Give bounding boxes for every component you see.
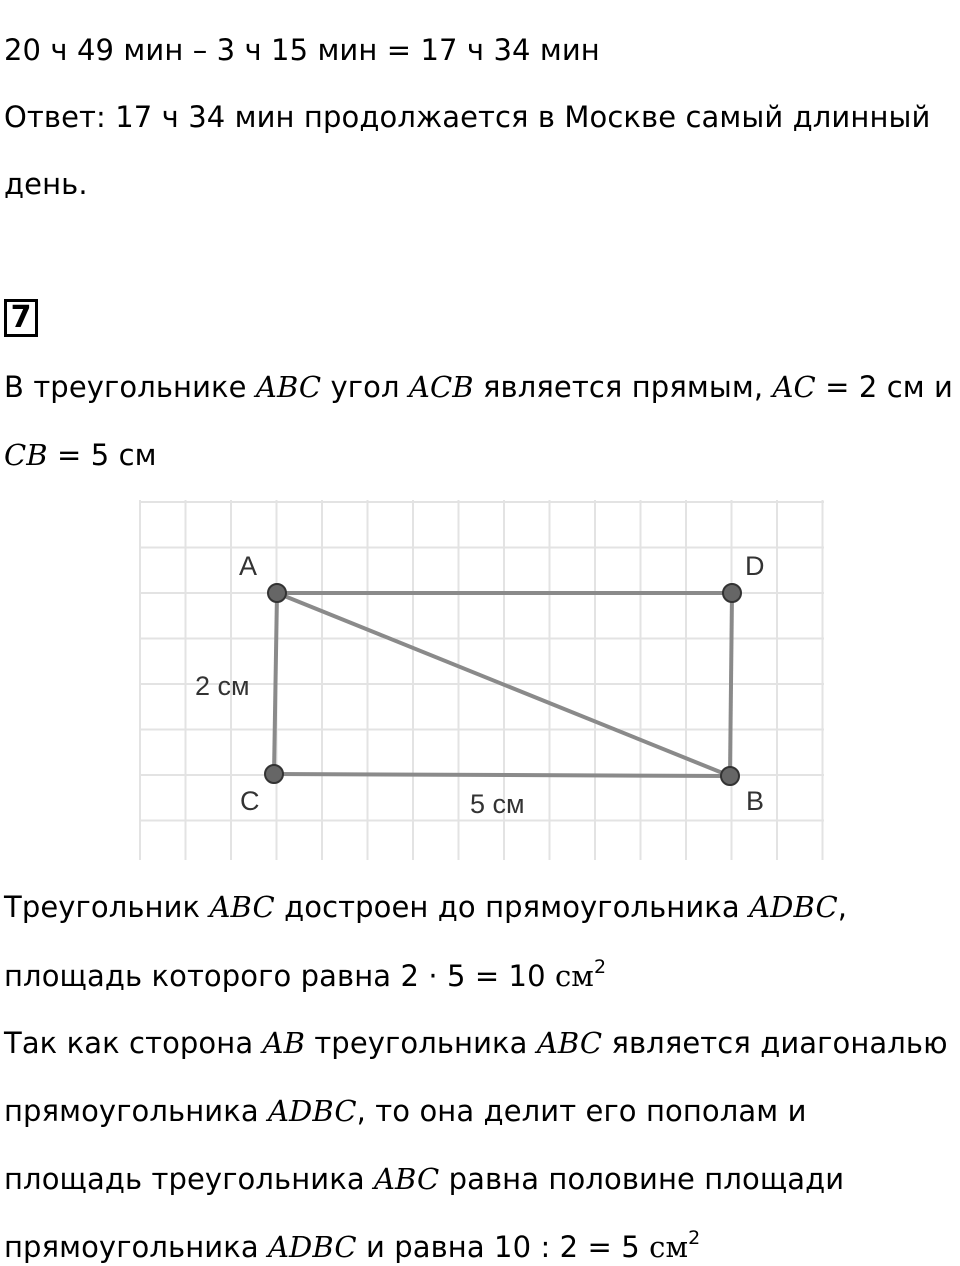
text: прямоугольника <box>4 1230 269 1264</box>
text: Так как сторона <box>4 1026 263 1060</box>
text: треугольника <box>305 1026 537 1060</box>
math-adbc: ADBC <box>268 1230 357 1264</box>
text: В треугольнике <box>4 370 256 404</box>
answer-line-2: день. <box>4 167 88 201</box>
text: достроен до прямоугольника <box>274 890 750 924</box>
task-number: 7 <box>4 299 38 337</box>
unit-cm: см <box>554 959 594 993</box>
vertex-d <box>723 584 741 602</box>
label-b: B <box>746 786 765 816</box>
text: площадь треугольника <box>4 1162 375 1196</box>
math-abc: ABC <box>374 1162 440 1196</box>
text: , <box>837 890 848 924</box>
solution-line-2 <box>4 958 606 994</box>
math-ac: AC <box>772 370 816 404</box>
text: является диагональю <box>602 1026 948 1060</box>
superscript: 2 <box>688 1227 701 1249</box>
vertex-b <box>721 767 739 785</box>
calculation-line: 20 ч 49 мин – 3 ч 15 мин = 17 ч 34 мин <box>4 33 600 67</box>
math-abc: ABC <box>255 370 322 404</box>
text: , то она делит его пополам и <box>356 1094 807 1128</box>
label-d: D <box>745 551 765 581</box>
text: равна половине площади <box>439 1162 845 1196</box>
label-a: A <box>239 551 258 581</box>
text: площадь которого равна 2 · 5 = 10 <box>4 959 555 993</box>
solution-line-3 <box>4 1025 948 1061</box>
side-label-ac: 2 см <box>195 671 250 701</box>
superscript: 2 <box>593 956 607 978</box>
answer-line-1: Ответ: 17 ч 34 мин продолжается в Москве самый длинный <box>4 100 931 134</box>
solution-line-1 <box>4 889 847 925</box>
text: прямоугольника <box>4 1094 269 1128</box>
label-c: C <box>240 786 260 816</box>
math-abc: ABC <box>536 1026 603 1060</box>
math-adbc: ADBC <box>268 1094 357 1128</box>
text: угол <box>321 370 409 404</box>
edge-db <box>730 593 732 776</box>
text: и равна 10 : 2 = 5 <box>356 1230 650 1264</box>
solution-line-5 <box>4 1161 844 1197</box>
text: Треугольник <box>4 890 210 924</box>
text: = 2 см и <box>815 370 953 404</box>
vertex-a <box>268 584 286 602</box>
math-adbc: ADBC <box>749 890 838 924</box>
math-cb: CB <box>4 438 48 472</box>
vertex-c <box>265 765 283 783</box>
unit-cm: см <box>649 1230 689 1264</box>
math-abc: ABC <box>209 890 275 924</box>
solution-line-4 <box>4 1093 807 1129</box>
math-ab: AB <box>262 1026 305 1060</box>
text: является прямым, <box>473 370 773 404</box>
side-label-cb: 5 см <box>470 789 525 819</box>
text: = 5 см <box>47 438 157 472</box>
edge-cb <box>274 774 730 776</box>
solution-line-6 <box>4 1229 700 1265</box>
math-acb: ACB <box>408 370 474 404</box>
